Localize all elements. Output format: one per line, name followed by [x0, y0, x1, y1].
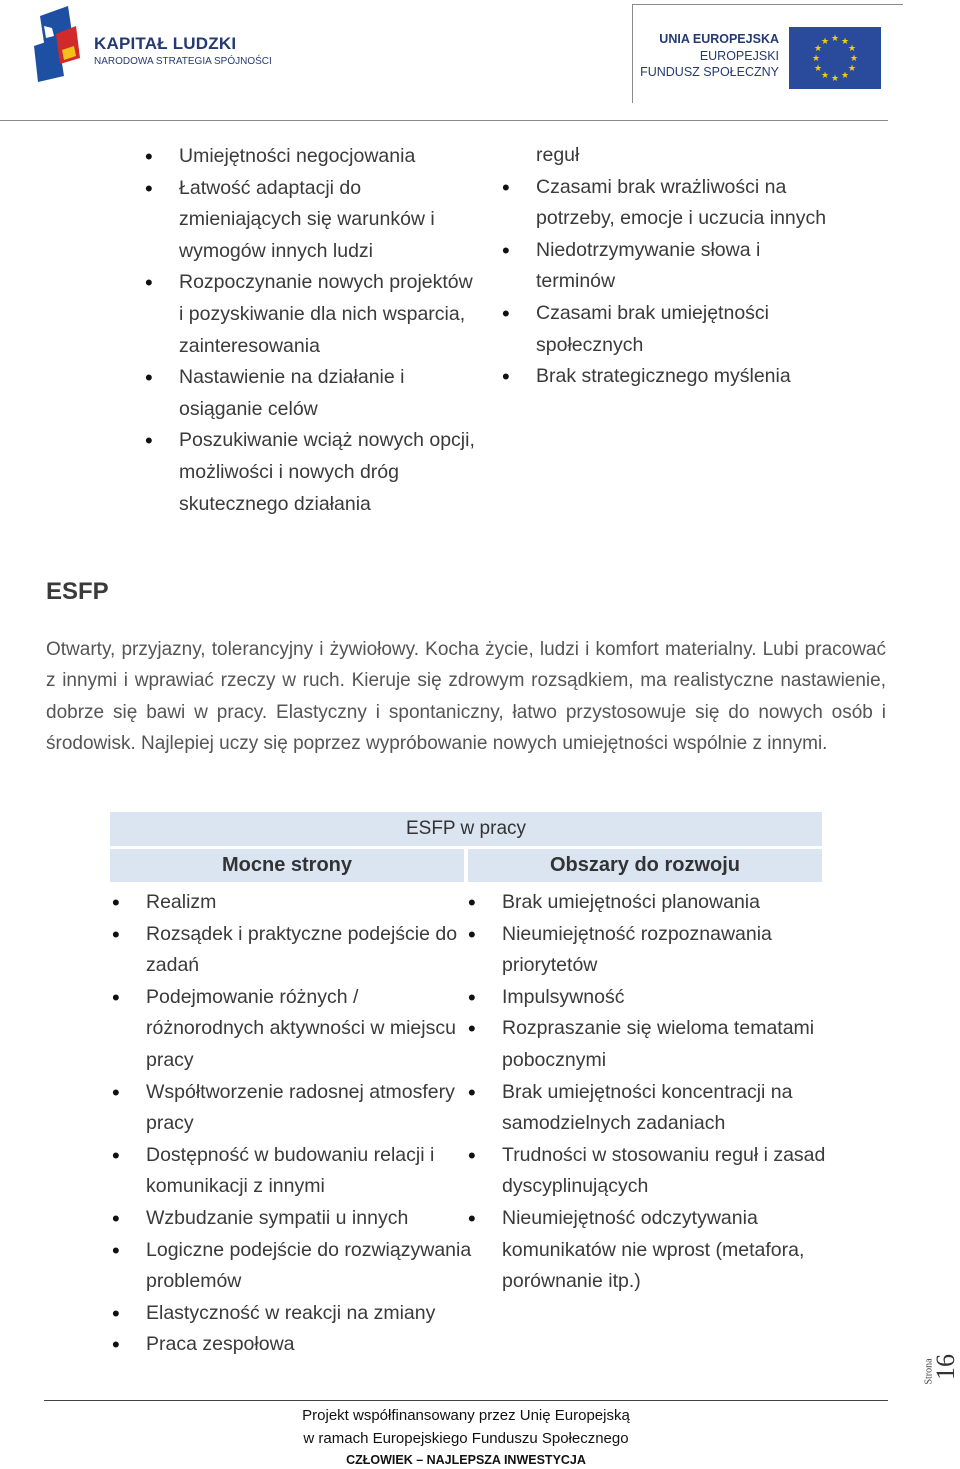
- list-item: • Brak strategicznego myślenia: [502, 361, 842, 393]
- kapital-ludzki-title: KAPITAŁ LUDZKI: [94, 34, 237, 53]
- list-item: • Współtworzenie radosnej atmosfery pracy: [112, 1077, 472, 1140]
- svg-text:★: ★: [830, 34, 840, 44]
- list-item: • Łatwość adaptacji do zmieniających się warunków i wymogów innych ludzi: [145, 173, 475, 268]
- eu-flag-icon: [789, 27, 881, 89]
- development-column: [468, 887, 828, 1298]
- footer-line3: CZŁOWIEK – NAJLEPSZA INWESTYCJA: [346, 1453, 586, 1467]
- column-header-strengths: Mocne strony: [110, 849, 464, 882]
- svg-text:★: ★: [811, 54, 821, 64]
- header-divider: [0, 120, 888, 121]
- list-item: • Realizm: [112, 887, 472, 919]
- kapital-ludzki-emblem: [30, 6, 86, 82]
- page-number-label: [923, 1340, 960, 1400]
- list-item: • Rozsądek i praktyczne podejście do zadań: [112, 919, 472, 982]
- svg-text:★: ★: [849, 54, 859, 64]
- list-item: • Rozpoczynanie nowych projektów i pozyskiwanie dla nich wsparcia, zainteresowania: [145, 267, 475, 362]
- page-label-text: Strona: [923, 1358, 935, 1385]
- column-header-development: Obszary do rozwoju: [468, 849, 822, 882]
- continued-text: reguł: [536, 144, 580, 166]
- list-item: • Nastawienie na działanie i osiąganie celów: [145, 362, 475, 425]
- svg-text:★: ★: [847, 44, 857, 54]
- svg-text:★: ★: [820, 37, 830, 47]
- prev-development-column: [502, 140, 842, 393]
- list-item: • Nieumiejętność rozpoznawania priorytetów: [468, 919, 828, 982]
- svg-text:★: ★: [813, 44, 823, 54]
- strengths-column: [112, 887, 472, 1361]
- list-item: • Poszukiwanie wciąż nowych opcji, możliwości i nowych dróg skutecznego działania: [145, 425, 475, 520]
- page-number: 16: [931, 1354, 960, 1380]
- svg-text:★: ★: [813, 64, 823, 74]
- list-item: • Umiejętności negocjowania: [145, 141, 475, 173]
- eu-logo-line1: UNIA EUROPEJSKA: [659, 32, 779, 46]
- prev-development-list: [502, 172, 842, 393]
- list-item: • Wzbudzanie sympatii u innych: [112, 1203, 472, 1235]
- section-heading: ESFP: [46, 578, 109, 605]
- list-item: • Podejmowanie różnych / różnorodnych aktywności w miejscu pracy: [112, 982, 472, 1077]
- list-item: • Dostępność w budowaniu relacji i komunikacji z innymi: [112, 1140, 472, 1203]
- kapital-ludzki-logo: [30, 6, 270, 88]
- list-item: • Niedotrzymywanie słowa i terminów: [502, 235, 842, 298]
- kapital-ludzki-subtitle: NARODOWA STRATEGIA SPÓJNOŚCI: [94, 56, 272, 67]
- footer-line1: Projekt współfinansowany przez Unię Europejską: [302, 1407, 630, 1424]
- strengths-list: [112, 887, 472, 1361]
- list-item: • Logiczne podejście do rozwiązywania problemów: [112, 1235, 472, 1298]
- eu-logo-line2: EUROPEJSKI: [699, 49, 779, 63]
- list-item: • Trudności w stosowaniu reguł i zasad dyscyplinujących: [468, 1140, 828, 1203]
- list-item: • Brak umiejętności planowania: [468, 887, 828, 919]
- prev-strengths-list: [145, 141, 475, 520]
- svg-text:★: ★: [840, 37, 850, 47]
- list-item: • Impulsywność: [468, 982, 828, 1014]
- list-item: • Czasami brak wrażliwości na potrzeby, emocje i uczucia innych: [502, 172, 842, 235]
- list-item: • Rozpraszanie się wieloma tematami pobocznymi: [468, 1013, 828, 1076]
- list-item: • Czasami brak umiejętności społecznych: [502, 298, 842, 361]
- prev-strengths-column: [145, 141, 475, 520]
- development-list: [468, 887, 828, 1298]
- table-title: ESFP w pracy: [110, 812, 822, 846]
- svg-text:★: ★: [830, 74, 840, 84]
- footer-divider: [44, 1400, 888, 1401]
- footer-line2: w ramach Europejskiego Funduszu Społecznego: [303, 1430, 629, 1447]
- eu-logo-line3: FUNDUSZ SPOŁECZNY: [640, 65, 779, 79]
- list-item: • Praca zespołowa: [112, 1329, 472, 1361]
- svg-text:★: ★: [840, 71, 850, 81]
- list-item: • Elastyczność w reakcji na zmiany: [112, 1298, 472, 1330]
- eu-logo: [632, 4, 903, 103]
- svg-text:★: ★: [820, 71, 830, 81]
- list-item: • Nieumiejętność odczytywania komunikatów nie wprost (metafora, porównanie itp.): [468, 1203, 828, 1298]
- list-item: • Brak umiejętności koncentracji na samodzielnych zadaniach: [468, 1077, 828, 1140]
- section-description: Otwarty, przyjazny, tolerancyjny i żywiołowy. Kocha życie, ludzi i komfort materialny. Lubi pracować z innymi i wprawiać rzeczy w ruch. Kieruje się zdrowym rozsądkiem, ma realistyczne nastawienie, dobrze się bawi w pracy. Elastyczny i spontaniczny, łatwo przystosowuje się do nowych osób i środowisk. Najlepiej uczy się poprzez wypróbowanie nowych umiejętności wspólnie z innymi.: [46, 639, 886, 754]
- svg-text:★: ★: [847, 64, 857, 74]
